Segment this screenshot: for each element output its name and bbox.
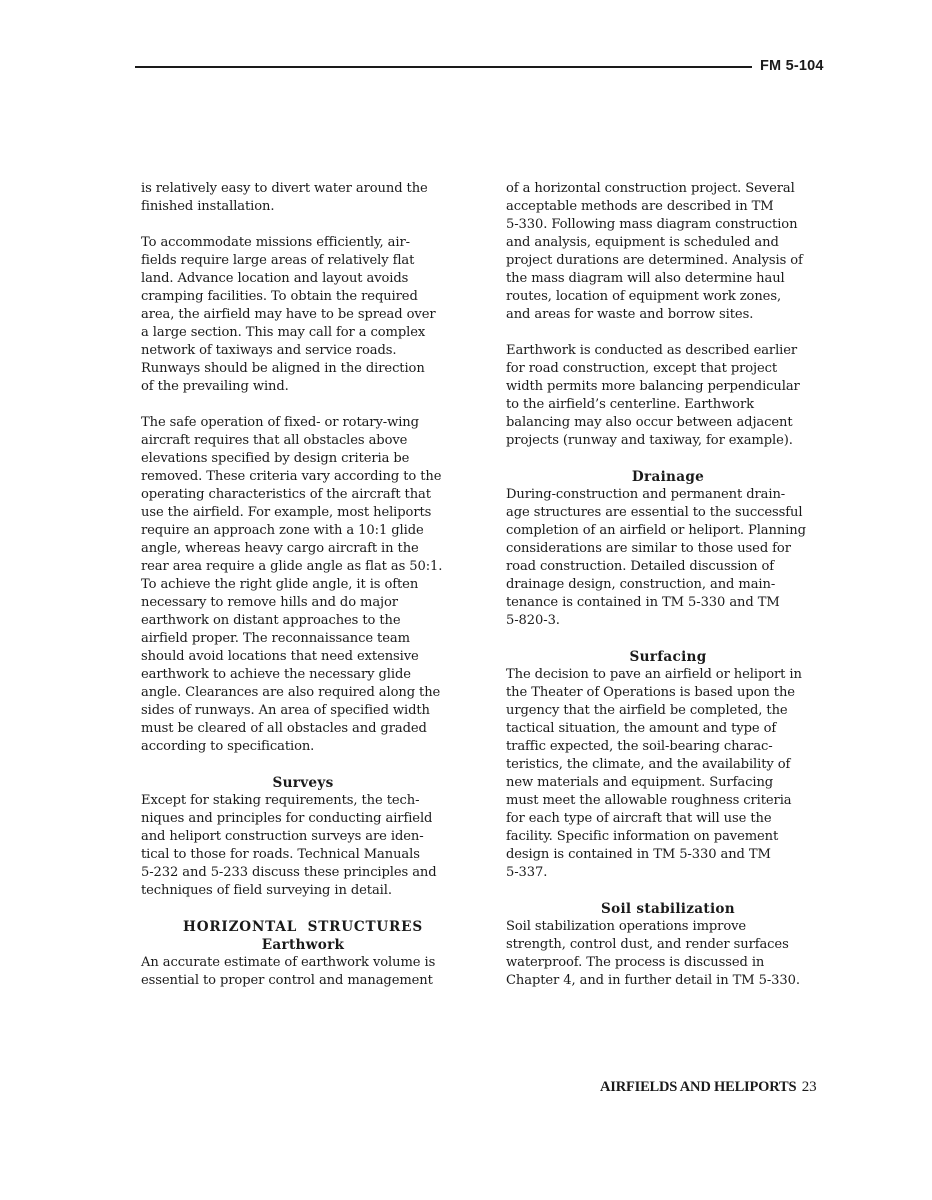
page-number: 23 <box>801 1079 817 1095</box>
header-rule <box>135 66 752 68</box>
paragraph-continuation: is relatively easy to divert water around the finished installation. <box>141 181 428 214</box>
paragraph-safe-operation: The safe operation of fixed- or rotary-wing aircraft requires that all obstacles above elevations specified by design criteria be removed. These criteria vary according to the operating characteristics of the aircraft that use the airfield. For example, most heliports require an approach zone with a 10:1 glide angle, whereas heavy cargo aircraft in the rear area require a glide angle as flat as 50:1. To achieve the right glide angle, it is often necessary to remove hills and do major earthwork on distant approaches to the airfield proper. The reconnaissance team should avoid locations that need extensive earthwork to achieve the necessary glide angle. Clearances are also required along the sides of runways. An area of specified width must be cleared of all obstacles and graded according to specification. <box>141 415 443 754</box>
section-heading-surfacing: Surfacing <box>629 649 707 665</box>
section-heading-surveys: Surveys <box>272 775 334 791</box>
section-heading-earthwork: Earthwork <box>261 937 345 953</box>
paragraph-soil-stabilization: Soil stabilization operations improve strength, control dust, and render surfaces waterproof. The process is discussed in Chapter 4, and in further detail in TM 5-330. <box>506 919 800 988</box>
right-column <box>506 180 830 990</box>
left-column <box>141 180 465 990</box>
paragraph-earthwork-continued: of a horizontal construction project. Several acceptable methods are described in TM 5-330. Following mass diagram construction and analysis, equipment is scheduled and project durations are determined. Analysis of the mass diagram will also determine haul routes, location of equipment work zones, and areas for waste and borrow sites. <box>506 181 803 322</box>
paragraph-drainage: During-construction and permanent drain- age structures are essential to the successful completion of an airfield or heliport. Planning considerations are similar to those used for road construction. Detailed discussion of drainage design, construction, and main- tenance is contained in TM 5-330 and TM 5-820-3. <box>506 487 806 628</box>
manual-code: FM 5-104 <box>760 58 824 74</box>
section-heading-drainage: Drainage <box>631 469 705 485</box>
footer-chapter-title: AIRFIELDS AND HELIPORTS <box>600 1079 797 1095</box>
paragraph-earthwork-start: An accurate estimate of earthwork volume is essential to proper control and management <box>141 955 436 988</box>
section-heading-horizontal-structures: HORIZONTAL STRUCTURES <box>183 919 423 935</box>
footer <box>600 1079 816 1096</box>
paragraph-surveys: Except for staking requirements, the tech- niques and principles for conducting airfield and heliport construction surveys are iden- tical to those for roads. Technical Manuals 5-232 and 5-233 discuss these principles and techniques of field surveying in detail. <box>141 793 437 898</box>
paragraph-surfacing: The decision to pave an airfield or heliport in the Theater of Operations is based upon the urgency that the airfield be completed, the tactical situation, the amount and type of traffic expected, the soil-bearing charac- teristics, the climate, and the availability of new materials and equipment. Surfacing must meet the allowable roughness criteria for each type of aircraft that will use the facility. Specific information on pavement design is contained in TM 5-330 and TM 5-337. <box>506 667 802 880</box>
paragraph-earthwork-conducted: Earthwork is conducted as described earlier for road construction, except that project width permits more balancing perpendicular to the airfield’s centerline. Earthwork balancing may also occur between adjacent projects (runway and taxiway, for example). <box>506 343 800 448</box>
section-heading-soil-stabilization: Soil stabilization <box>600 901 735 917</box>
paragraph-missions: To accommodate missions efficiently, air- fields require large areas of relatively flat land. Advance location and layout avoids cramping facilities. To obtain the required area, the airfield may have to be spread over a large section. This may call for a complex network of taxiways and service roads. Runways should be aligned in the direction of the prevailing wind. <box>141 235 436 394</box>
